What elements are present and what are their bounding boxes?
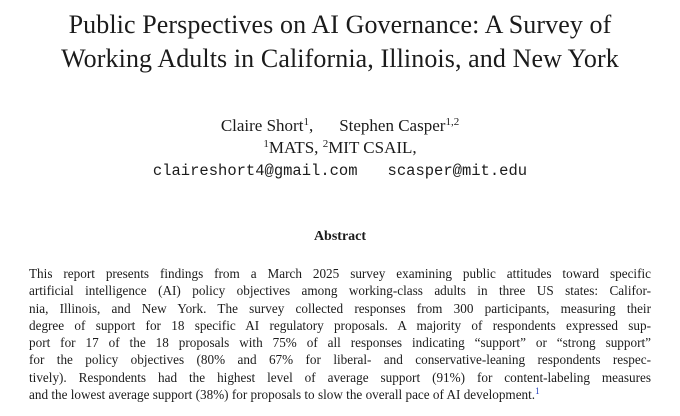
email-link[interactable]: scasper@mit.edu [387, 162, 528, 180]
author: Claire Short$^1$, [220, 116, 314, 135]
abstract-line: for the policy objectives (80% and 67% for liberal- and conservative-leaning respondents respec- [29, 352, 651, 368]
abstract-line: This report presents findings from a March 2025 survey examining public attitudes toward specific [29, 266, 651, 281]
abstract-line: degree of support for 18 specific AI regulatory proposals. A majority of respondents expressed sup- [29, 317, 651, 333]
abstract-line: nia, Illinois, and New York. The survey collected responses from 300 participants, measuring their [29, 300, 651, 316]
affiliations [0, 137, 680, 159]
author-names [0, 115, 680, 137]
affiliation-mark: 2 [322, 138, 329, 150]
email-link[interactable]: claireshort4@gmail.com [152, 162, 358, 180]
author-block [0, 115, 680, 182]
abstract-line: and the lowest average support (38%) for proposals to slow the overall pace of AI development. [29, 387, 536, 403]
affiliation-mark: 1 [303, 116, 309, 128]
abstract-line: tively). Respondents had the highest level of average support (91%) for content-labeling measures [29, 369, 651, 385]
paper-title [20, 8, 660, 76]
author [339, 115, 459, 137]
affiliation-name: MIT CSAIL, [328, 138, 417, 157]
title-line: Public Perspectives on AI Governance: A Survey of [68, 10, 612, 39]
affiliation-mark: 1 [263, 138, 269, 150]
title-line: Working Adults in California, Illinois, and New York [61, 44, 619, 73]
abstract-line-final [29, 386, 651, 403]
affiliation-mark: 1,2 [445, 116, 460, 128]
abstract-heading: Abstract [313, 229, 367, 244]
affiliation-name: MATS, [268, 138, 319, 157]
author-emails [0, 160, 680, 182]
author-name: Stephen Casper [339, 116, 446, 135]
author-name: Claire Short [220, 116, 304, 135]
abstract-text [29, 265, 651, 403]
footnote-link[interactable]: 1 [535, 386, 540, 397]
abstract-line: port for 17 of the 18 proposals with 75% of all responses indicating “support” or “strong support” [29, 335, 651, 351]
abstract-line: artificial intelligence (AI) policy objectives among working-class adults in three US states: Califor- [29, 283, 651, 299]
